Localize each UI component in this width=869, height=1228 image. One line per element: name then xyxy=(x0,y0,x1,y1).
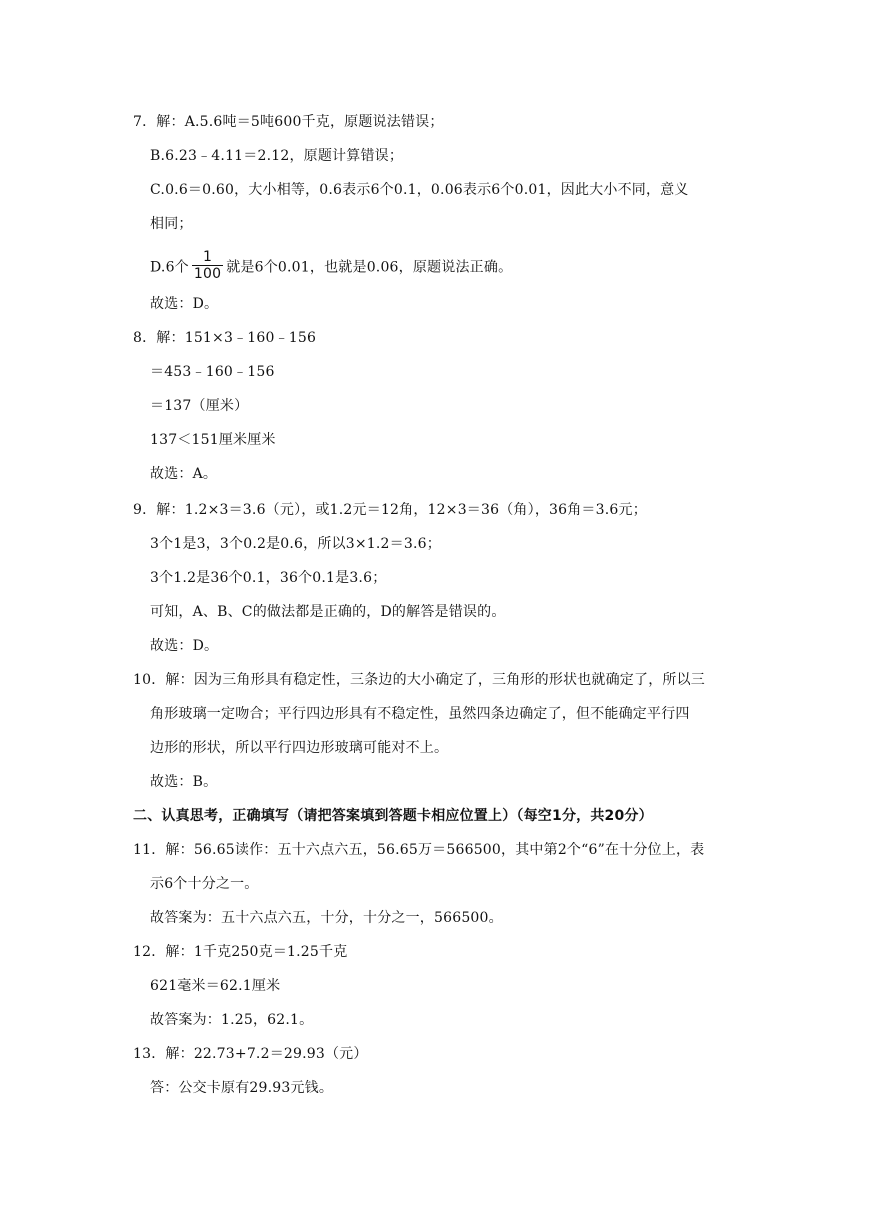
q9-line-3: 3个1.2是36个0.1，36个0.1是3.6； xyxy=(150,570,387,586)
q7-line-5 xyxy=(150,251,512,284)
q11-line-1: 11．解：56.65读作：五十六点六五，56.65万＝566500，其中第2个“6”在十分位上，表 xyxy=(133,842,705,858)
q12-answer: 故答案为：1.25，62.1。 xyxy=(150,1012,314,1028)
q7-answer: 故选：D。 xyxy=(150,296,219,312)
q9-line-2: 3个1是3，3个0.2是0.6，所以3×1.2＝3.6； xyxy=(150,536,441,552)
fraction-denominator: 100 xyxy=(193,266,222,282)
q8-answer: 故选：A。 xyxy=(150,466,218,482)
fraction-1-100 xyxy=(192,249,223,282)
q12-line-2: 621毫米＝62.1厘米 xyxy=(150,978,281,994)
q7-line-4: 相同； xyxy=(150,216,193,232)
fraction-numerator: 1 xyxy=(192,249,223,266)
q10-line-1: 10．解：因为三角形具有稳定性，三条边的大小确定了，三角形的形状也就确定了，所以三 xyxy=(133,672,706,688)
q13-line-1: 13．解：22.73+7.2＝29.93（元） xyxy=(133,1046,368,1062)
q7-line-5-prefix: D.6个 xyxy=(150,259,189,276)
q8-line-3: ＝137（厘米） xyxy=(150,398,249,414)
q7-line-2: B.6.23﹣4.11＝2.12，原题计算错误； xyxy=(150,148,404,164)
q9-answer: 故选：D。 xyxy=(150,638,219,654)
q11-line-2: 示6个十分之一。 xyxy=(150,876,259,892)
q8-line-1: 8．解：151×3﹣160﹣156 xyxy=(133,330,317,346)
q9-line-4: 可知，A、B、C的做法都是正确的，D的解答是错误的。 xyxy=(150,604,506,620)
q10-answer: 故选：B。 xyxy=(150,774,218,790)
section-2-heading: 二、认真思考，正确填写（请把答案填到答题卡相应位置上）（每空1分，共20分） xyxy=(133,808,653,824)
q10-line-3: 边形的形状，所以平行四边形玻璃可能对不上。 xyxy=(150,740,449,756)
q10-line-2: 角形玻璃一定吻合；平行四边形具有不稳定性，虽然四条边确定了，但不能确定平行四 xyxy=(150,706,690,722)
q13-answer: 答：公交卡原有29.93元钱。 xyxy=(150,1080,334,1096)
q7-line-5-suffix: 就是6个0.01，也就是0.06，原题说法正确。 xyxy=(226,259,513,276)
q8-line-2: ＝453﹣160﹣156 xyxy=(150,364,275,380)
q11-answer: 故答案为：五十六点六五，十分，十分之一，566500。 xyxy=(150,910,503,926)
q7-line-3: C.0.6＝0.60，大小相等，0.6表示6个0.1，0.06表示6个0.01，因此大小不同，意义 xyxy=(150,182,689,198)
q8-line-4: 137＜151厘米厘米 xyxy=(150,432,276,448)
q7-line-1: 7．解：A.5.6吨＝5吨600千克，原题说法错误； xyxy=(133,114,444,130)
q9-line-1: 9．解：1.2×3＝3.6（元），或1.2元＝12角，12×3＝36（角），36角＝3.6元； xyxy=(133,502,647,518)
q12-line-1: 12．解：1千克250克＝1.25千克 xyxy=(133,944,348,960)
